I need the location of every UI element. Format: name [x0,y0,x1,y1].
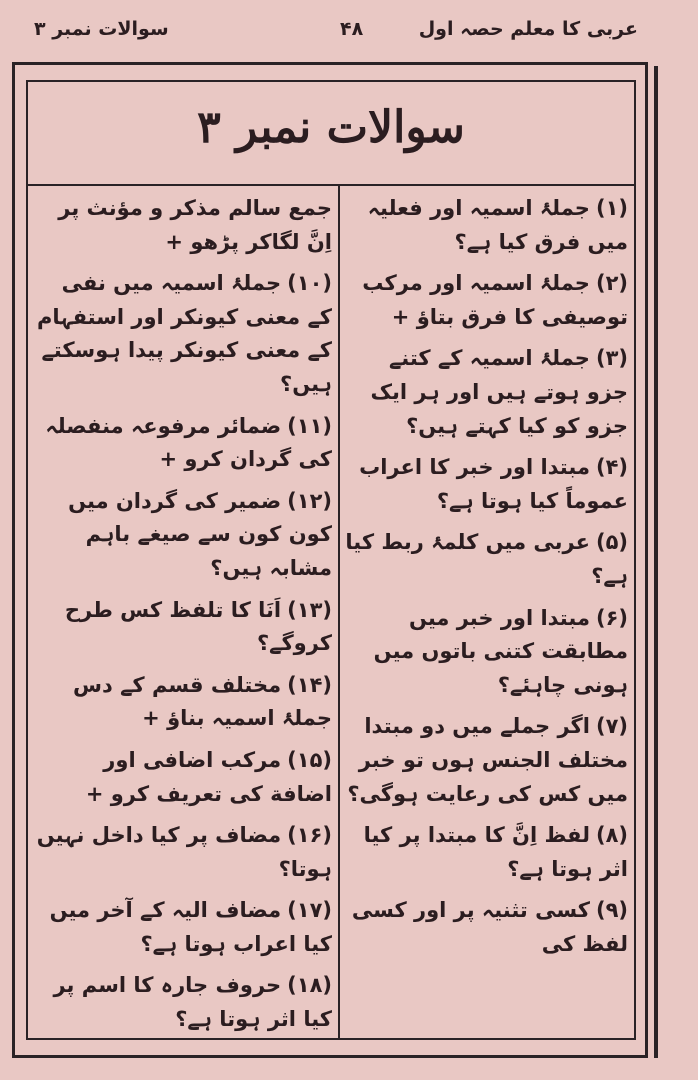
question-item [36,969,332,1032]
question-item [344,602,628,703]
question-item [344,267,628,334]
question-number: (۱۷) [287,898,332,923]
question-number: (۱۶) [287,823,332,848]
page-title: سوالات نمبر ۳ [197,102,465,153]
question-text: ضمائر مرفوعہ منفصلہ کی گردان کرو + [45,413,332,472]
question-number: (۸) [595,823,628,848]
title-box [26,80,636,186]
question-number: (۱۱) [287,413,332,438]
question-item [36,594,332,661]
question-item [36,485,332,586]
question-item [344,192,628,259]
question-text: جملۂ اسمیہ اور مرکب توصیفی کا فرق بتاؤ + [362,271,628,329]
question-number: (۳) [595,346,628,371]
question-item [344,526,628,593]
question-text: اگر جملے میں دو مبتدا مختلف الجنس ہوں تو خبر میں کس کی رعایت ہوگی؟ [347,714,628,806]
question-number: (۱۴) [287,672,332,697]
question-text: مضاف پر کیا داخل نہیں ہوتا؟ [36,823,332,881]
question-item [36,192,332,259]
question-number: (۷) [595,714,628,739]
question-item [36,267,332,401]
running-header [20,10,678,46]
question-text: لفظ اِنَّ کا مبتدا پر کیا اثر ہوتا ہے؟ [363,823,628,881]
question-item [36,894,332,961]
question-item [36,410,332,477]
question-text: مضاف الیہ کے آخر میں کیا اعراب ہوتا ہے؟ [49,898,332,956]
question-number: (۱۵) [287,747,332,772]
question-text: عربی میں کلمۂ ربط کیا ہے؟ [345,530,628,588]
question-number: (۱) [595,196,628,220]
question-text: جمع سالم مذکر و مؤنث پر اِنَّ لگاکر پڑھو + [58,196,332,254]
question-item [36,819,332,886]
question-item [344,342,628,443]
book-title: عربی کا معلم حصہ اول [418,18,638,40]
question-item [344,451,628,518]
question-number: (۵) [595,530,628,555]
column-divider [338,186,340,1038]
page-number: ۴۸ [340,18,364,40]
question-number: (۹) [595,898,628,923]
question-number: (۱۳) [287,597,332,622]
question-text: جملۂ اسمیہ کے کتنے جزو ہوتے ہیں اور ہر ایک جزو کو کیا کہتے ہیں؟ [370,346,628,438]
section-name: سوالات نمبر ۳ [34,18,169,40]
question-text: مبتدا اور خبر میں مطابقت کتنی باتوں میں ہونی چاہئے؟ [373,605,628,697]
question-text: ضمیر کی گردان میں کون کون سے صیغے باہم مشابہ ہیں؟ [68,488,332,580]
question-text: اَنَا کا تلفظ کس طرح کروگے؟ [64,597,332,656]
question-text: جملۂ اسمیہ میں نفی کے معنی کیونکر اور استفہام کے معنی کیونکر پیدا ہوسکتے ہیں؟ [36,271,332,396]
question-item [344,894,628,961]
border-shadow [654,66,658,1058]
question-number: (۱۸) [287,973,332,998]
question-text: کسی تثنیہ پر اور کسی لفظ کی [351,898,628,956]
question-text: مختلف قسم کے دس جملۂ اسمیہ بناؤ + [73,672,332,731]
question-number: (۱۰) [287,271,332,296]
question-item [344,710,628,811]
question-text: مبتدا اور خبر کا اعراب عموماً کیا ہوتا ہے؟ [359,455,628,513]
question-number: (۶) [595,605,628,630]
question-number: (۲) [595,271,628,296]
question-number: (۱۲) [287,488,332,513]
question-number: (۴) [595,455,628,480]
question-item [344,819,628,886]
question-item [36,744,332,811]
question-text: جملۂ اسمیہ اور فعلیہ میں فرق کیا ہے؟ [367,196,628,254]
question-item [36,669,332,736]
question-text: مرکب اضافی اور اضافة کی تعریف کرو + [85,747,332,806]
left-column [36,192,332,1032]
right-column [344,192,628,1032]
question-text: حروف جارہ کا اسم پر کیا اثر ہوتا ہے؟ [53,973,332,1032]
